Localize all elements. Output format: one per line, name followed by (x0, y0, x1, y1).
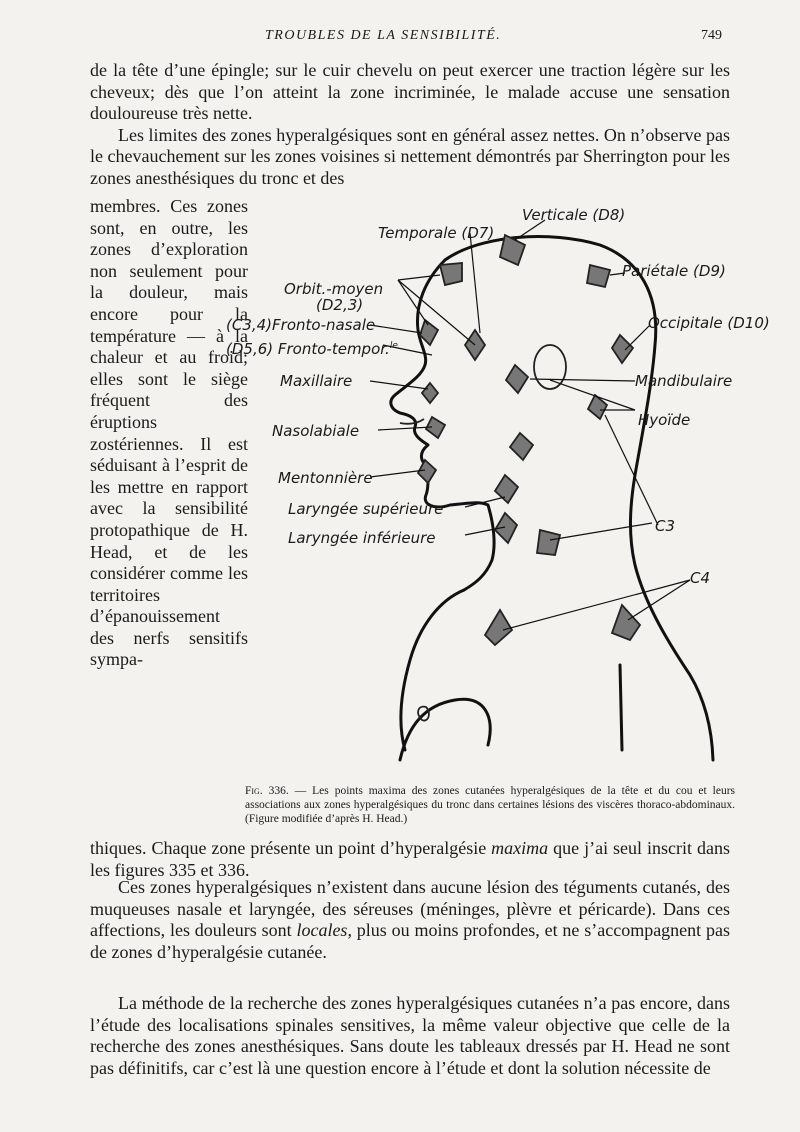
figure-336 (226, 205, 790, 765)
paragraph-2: Les limites des zones hyperalgésiques sont en général assez nettes. On n’observe pas le chevauchement sur les zones voisines si nettement démontrés par Sherrington pour les zones anesthésiques du tronc et des (90, 124, 730, 188)
figure-caption (245, 784, 735, 826)
label-fronto-tempor: (D5,6) Fronto-tempor.$^{le}$ (226, 340, 398, 358)
label-hyoide: Hyoïde (638, 411, 691, 429)
label-mentonniere: Mentonnière (278, 469, 373, 487)
label-occipitale: Occipitale (D10) (648, 314, 770, 332)
label-maxillaire: Maxillaire (280, 372, 353, 390)
paragraph-4: Ces zones hyperalgésiques n’existent dans aucune lésion des téguments cutanés, des muqueuses nasale et laryngée, des séreuses (méninges, plèvre et péricarde). Dans ces affections, les douleurs sont locales, plus ou moins profondes, et ne s’accompagnent pas de zones d’hyperalgésie cutanée. (90, 877, 730, 962)
label-fronto-nasale: (C3,4)Fronto-nasale (226, 316, 376, 334)
label-parietale: Pariétale (D9) (622, 262, 726, 280)
label-mandibulaire: Mandibulaire (635, 372, 733, 390)
running-title: TROUBLES DE LA SENSIBILITÉ. (265, 28, 502, 43)
label-orbit-moyen-seg: (D2,3) (316, 296, 364, 314)
running-head (90, 28, 730, 48)
label-temporale: Temporale (D7) (378, 224, 495, 242)
label-c4: C4 (690, 569, 711, 587)
caption-text: — Les points maxima des zones cutanées hyperalgésiques de la tête et du cou et leurs associations aux zones hyperalgésiques du tronc dans certaines lésions des viscères thoraco-abdominaux. (Figure modifiée d’après H. Head.) (245, 784, 735, 825)
label-orbit-moyen: Orbit.-moyen (284, 280, 384, 298)
label-laryngee-inferieure: Laryngée inférieure (288, 529, 436, 547)
paragraph-3-end: thiques. Chaque zone présente un point d’hyperalgésie maxima que j’ai seul inscrit dans les figures 335 et 336. (90, 838, 730, 880)
top-text-block (90, 60, 730, 189)
paragraph-5: La méthode de la recherche des zones hyperalgésiques cutanées n’a pas encore, dans l’étude des localisations spinales sensitives, la même valeur objective que celle de la recherche des zones anesthésiques. Sans doute les tableaux dressés par H. Head ne sont pas définitifs, car c’est là une question encore à l’étude et dont la solution nécessite de (90, 993, 730, 1078)
label-nasolabiale: Nasolabiale (272, 422, 360, 440)
paragraph-1: de la tête d’une épingle; sur le cuir chevelu on peut exercer une traction légère sur les cheveux; dès que l’on atteint la zone incriminée, le malade accuse une sensation douloureuse très nette. (90, 60, 730, 123)
caption-figure-number: Fig. 336. (245, 784, 289, 797)
page-number: 749 (701, 28, 722, 43)
label-verticale: Verticale (D8) (522, 206, 626, 224)
label-laryngee-superieure: Laryngée supérieure (288, 500, 444, 518)
paragraph-3-narrow-column: membres. Ces zones sont, en outre, les zones d’exploration non seulement pour la douleur, mais encore pour la température — à la chaleur et au froid; elles sont le siège fréquent des éruptions zostériennes. Il est séduisant à l’esprit de les mettre en rapport avec la sensibilité protopathique de H. Head, et de les considérer comme les territoires d’épanouissement des nerfs sensitifs sympa- (90, 196, 248, 670)
label-c3: C3 (655, 517, 676, 535)
